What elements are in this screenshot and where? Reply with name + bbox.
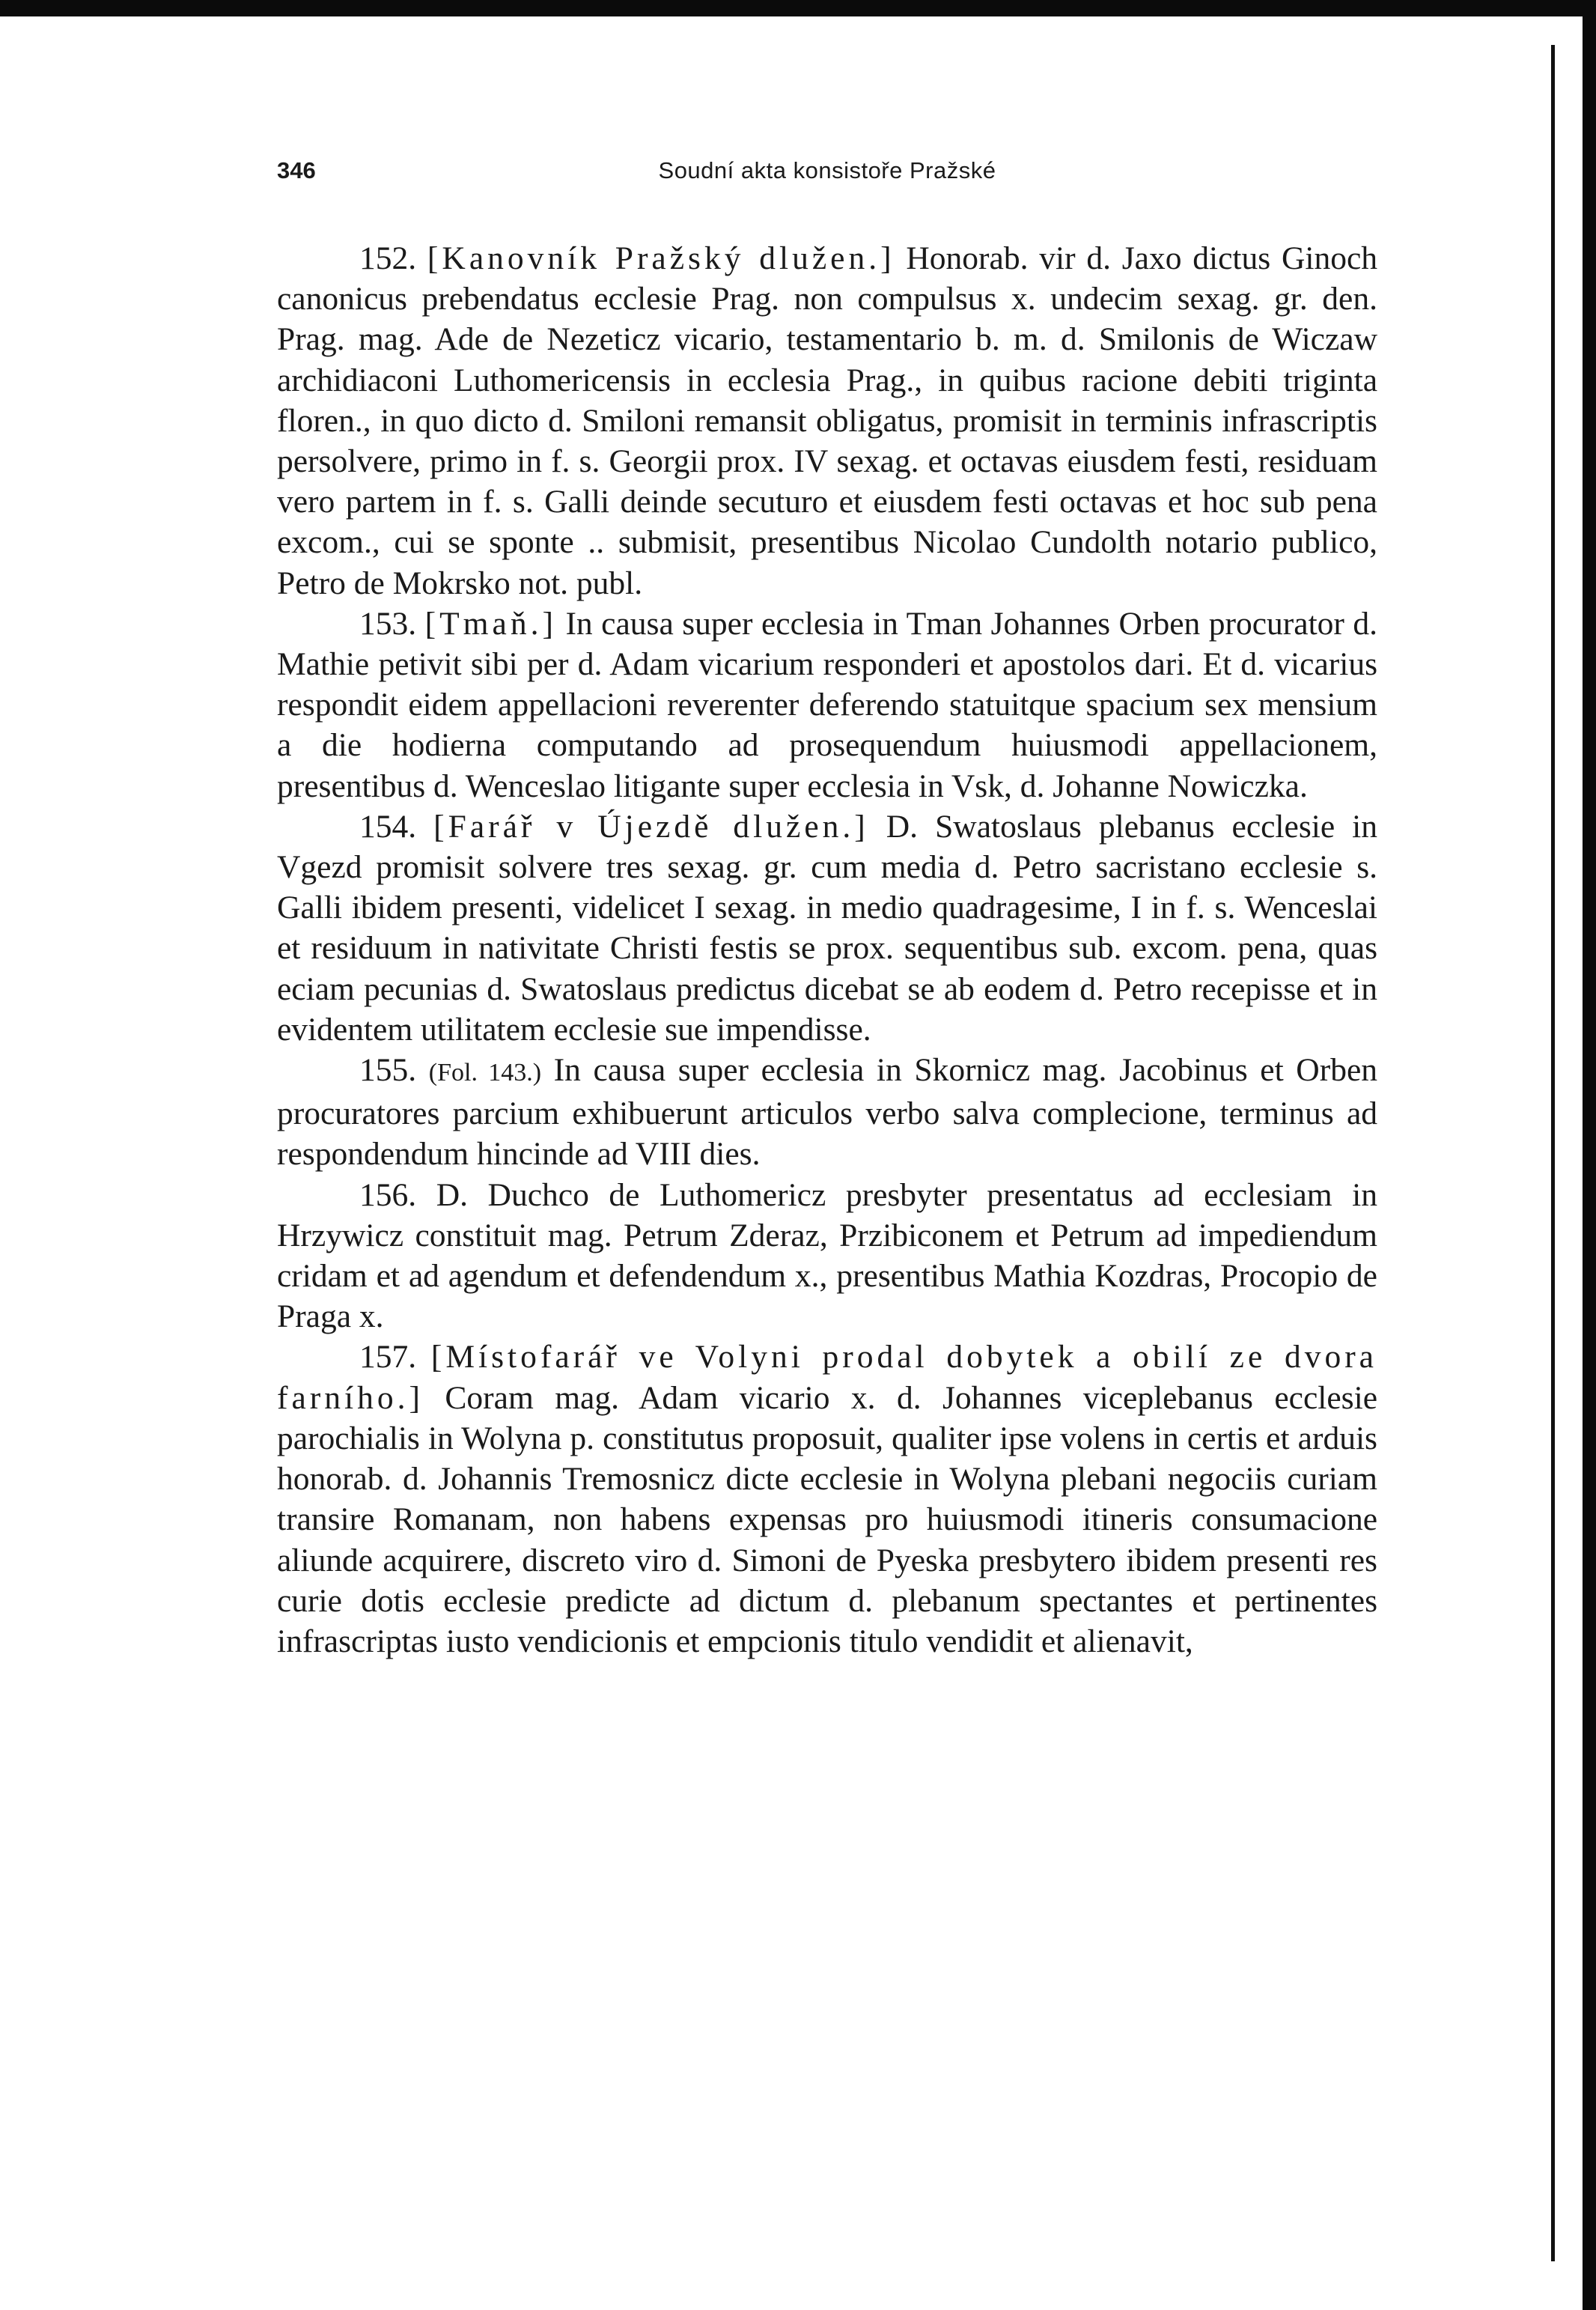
scan-right-edge bbox=[1583, 0, 1596, 2310]
entry-number: 155. bbox=[359, 1052, 417, 1089]
entry-155 bbox=[277, 1050, 1377, 1175]
folio-reference: (Fol. 143.) bbox=[428, 1059, 542, 1087]
entry-heading: [Místofarář ve Volyni prodal dobytek a obilí ze dvora farního.] bbox=[277, 1339, 1377, 1416]
entry-text: In causa super ecclesia in Tman Johannes Orben procurator d. Mathie petivit sibi per d. Adam vicarium responderi et apostolos dari. Et d. vicarius respondit eidem appellacioni reverenter deferendo statuitque spacium sex mensium a die hodierna computando ad prosequendum huiusmodi appellacionem, presentibus d. Wenceslao litigante super ecclesia in Vsk, d. Johanne Nowiczka. bbox=[277, 605, 1378, 804]
entry-number: 156. bbox=[359, 1176, 417, 1213]
entry-heading: [Tmaň.] bbox=[424, 605, 557, 642]
entry-number: 154. bbox=[359, 808, 417, 845]
body-text bbox=[277, 238, 1377, 1662]
entry-153 bbox=[277, 604, 1377, 806]
entry-text: Coram mag. Adam vicario x. d. Johannes viceplebanus ecclesie parochialis in Wolyna p. constitutus proposuit, qualiter ipse volens in certis et arduis honorab. d. Johannis Tremosnicz dicte ecclesie in Wolyna plebani negociis curiam transire Romanam, non habens expensas pro huiusmodi itineris consumacione aliunde acquirere, discreto viro d. Simoni de Pyeska presbytero ibidem presenti res curie dotis ecclesie predicte ad dictum d. plebanum spectantes et pertinentes infrascriptas iusto vendicionis et empcionis titulo vendidit et alienavit, bbox=[277, 1379, 1378, 1659]
entry-text: In causa super ecclesia in Skornicz mag. Jacobinus et Orben procuratores parcium exhibuerunt articulos verbo salva complecione, terminus ad respondendum hincinde ad VIII dies. bbox=[277, 1052, 1377, 1173]
entry-number: 152. bbox=[359, 240, 417, 276]
entry-157 bbox=[277, 1337, 1377, 1662]
page-number: 346 bbox=[277, 157, 316, 183]
entry-number: 157. bbox=[359, 1339, 417, 1376]
running-title: Soudní akta konsistoře Pražské bbox=[658, 157, 996, 183]
entry-156 bbox=[277, 1175, 1377, 1337]
scan-edge-rule bbox=[1551, 45, 1555, 2261]
running-head bbox=[277, 150, 1377, 195]
entry-154 bbox=[277, 806, 1377, 1050]
entry-number: 153. bbox=[359, 605, 417, 642]
entry-152 bbox=[277, 238, 1377, 604]
entry-heading: [Farář v Újezdě dlužen.] bbox=[433, 808, 869, 845]
entry-text: D. Swatoslaus plebanus ecclesie in Vgezd promisit solvere tres sexag. gr. cum media d. Petro sacristano ecclesie s. Galli ibidem presenti, videlicet I sexag. in medio quadragesime, I in f. s. Wenceslai et residuum in nativitate Christi festis se prox. sequentibus sub. excom. pena, quas eciam pecunias d. Swatoslaus predictus dicebat se ab eodem d. Petro recepisse et in evidentem utilitatem ecclesie sue impendisse. bbox=[277, 808, 1378, 1048]
scan-top-border bbox=[0, 0, 1596, 16]
entry-text: Honorab. vir d. Jaxo dictus Ginoch canonicus prebendatus ecclesie Prag. non compulsus x. undecim sexag. gr. den. Prag. mag. Ade de Nezeticz vicario, testamentario b. m. d. Smilonis de Wiczaw archidiaconi Luthomericensis in ecclesia Prag., in quibus racione debiti triginta floren., in quo dicto d. Smiloni remansit obligatus, promisit in terminis infrascriptis persolvere, primo in f. s. Georgii prox. IV sexag. et octavas eiusdem festi, residuam vero partem in f. s. Galli deinde secuturo et eiusdem festi octavas et hoc sub pena excom., cui se sponte .. submisit, presentibus Nicolao Cundolth notario publico, Petro de Mokrsko not. publ. bbox=[277, 240, 1378, 601]
entry-heading: [Kanovník Pražský dlužen.] bbox=[427, 240, 895, 276]
entry-text: D. Duchco de Luthomericz presbyter presentatus ad ecclesiam in Hrzywicz constituit mag. Petrum Zderaz, Przibiconem et Petrum ad impediendum cridam et ad agendum et defendendum x., presentibus Mathia Kozdras, Procopio de Praga x. bbox=[277, 1176, 1378, 1335]
document-page bbox=[277, 150, 1377, 1662]
